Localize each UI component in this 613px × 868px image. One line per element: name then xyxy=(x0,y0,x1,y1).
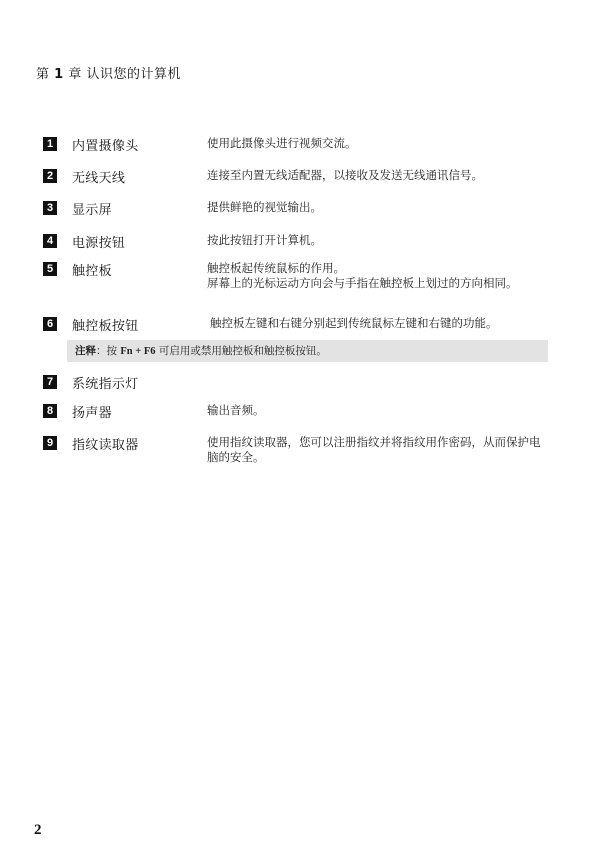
item-term: 系统指示灯 xyxy=(72,377,139,392)
chapter-number: 1 xyxy=(54,67,64,82)
chapter-suffix: 章 认识您的计算机 xyxy=(68,67,181,82)
note-label: 注释 xyxy=(75,346,96,357)
callout-number-badge: 8 xyxy=(43,404,57,418)
item-description-line: 屏幕上的光标运动方向会与手指在触控板上划过的方向相同。 xyxy=(207,276,518,290)
chapter-prefix: 第 xyxy=(36,67,50,82)
callout-number-badge: 5 xyxy=(43,262,57,276)
item-term: 触控板按钮 xyxy=(72,319,139,334)
item-description: 提供鲜艳的视觉输出。 xyxy=(207,200,322,214)
item-description: 输出音频。 xyxy=(207,403,265,417)
item-description: 连接至内置无线适配器，以接收及发送无线通讯信号。 xyxy=(207,168,483,182)
callout-number-badge: 6 xyxy=(43,317,57,331)
item-term: 无线天线 xyxy=(72,171,126,186)
item-term: 指纹读取器 xyxy=(72,438,139,453)
chapter-title xyxy=(36,63,181,82)
item-description: 使用此摄像头进行视频交流。 xyxy=(207,136,357,150)
callout-number-badge: 1 xyxy=(43,137,57,151)
callout-number-badge: 9 xyxy=(43,436,57,450)
item-term: 扬声器 xyxy=(72,406,112,421)
item-description xyxy=(207,261,545,291)
note-box xyxy=(67,340,548,362)
callout-number-badge: 3 xyxy=(43,201,57,215)
item-term: 内置摄像头 xyxy=(72,139,139,154)
item-description: 触控板左键和右键分别起到传统鼠标左键和右键的功能。 xyxy=(210,316,498,330)
item-term: 电源按钮 xyxy=(72,236,126,251)
item-description: 使用指纹读取器，您可以注册指纹并将指纹用作密码，从而保护电脑的安全。 xyxy=(207,435,541,464)
note-text: 可启用或禁用触控板和触控板按钮。 xyxy=(155,345,327,357)
item-term: 显示屏 xyxy=(72,203,112,218)
item-description-line: 触控板起传统鼠标的作用。 xyxy=(207,261,345,275)
callout-number-badge: 2 xyxy=(43,169,57,183)
item-term: 触控板 xyxy=(72,264,112,279)
page-number: 2 xyxy=(34,822,42,838)
callout-number-badge: 7 xyxy=(43,375,57,389)
note-separator: ：按 xyxy=(96,345,121,357)
item-description: 按此按钮打开计算机。 xyxy=(207,233,322,247)
callout-number-badge: 4 xyxy=(43,234,57,248)
note-keys: Fn + F6 xyxy=(120,346,156,357)
